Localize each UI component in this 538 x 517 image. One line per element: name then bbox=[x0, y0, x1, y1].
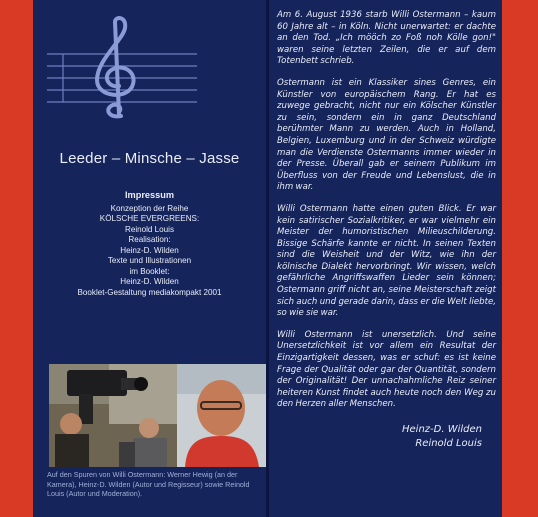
signature-name: Heinz-D. Wilden bbox=[402, 424, 482, 435]
impressum-line: Reinold Louis bbox=[124, 224, 175, 234]
impressum-line: Konzeption der Reihe bbox=[110, 203, 189, 213]
body-paragraph: Am 6. August 1936 starb Willi Ostermann – kaum 60 Jahre alt – in Köln. Nicht unerwartet: er dachte an den Tod. „Ich mööch zo Foß noh Kölle gon!" waren seine letzten Zeilen, die er auf dem Totenbett schrieb. bbox=[277, 10, 496, 67]
impressum-block bbox=[33, 190, 266, 298]
photo-caption: Auf den Spuren von Willi Ostermann: Werner Hewig (an der Kamera), Heinz-D. Wilden (Autor und Regisseur) sowie Reinold Louis (Autor und Moderation). bbox=[47, 470, 250, 499]
body-paragraph: Willi Ostermann ist unersetzlich. Und seine Unersetzlichkeit ist vor allem ein Resultat der Einzigartigkeit dessen, was er schuf: es ist keine Frage der Qualität oder gar der Quantität, sondern der Originalität! Der unnachahmliche Reiz seiner heiteren Kunst findet auch heute noch den Weg zu den Herzen aller Menschen. bbox=[277, 329, 496, 410]
film-crew-photo bbox=[49, 364, 266, 467]
impressum-line: Heinz-D. Wilden bbox=[120, 277, 179, 286]
signatures bbox=[277, 423, 496, 451]
body-paragraph: Ostermann ist ein Klassiker sines Genres, ein Künstler von europäischem Rang. Er hat es zuwege gebracht, nicht nur ein Kölscher Künstler zu sein, sondern ein in ganz Deutschland berühmter Mann zu werden. Auch in Holland, Belgien, Luxemburg und in der Schweiz würdigte man die Verdienste Ostermanns immer wieder in der Presse. Überall gab er seinem Publikum im Überfluss von der Freude und Lebenslust, die in ihm war. bbox=[277, 77, 496, 193]
impressum-line: Texte und Illustrationen bbox=[107, 256, 192, 265]
impressum-line: Booklet-Gestaltung mediakompakt 2001 bbox=[77, 287, 222, 297]
impressum-line: Heinz-D. Wilden bbox=[120, 245, 179, 255]
page-title: Leeder – Minsche – Jasse bbox=[59, 150, 240, 167]
impressum-line: Realisation: bbox=[128, 235, 171, 244]
impressum-line: KÖLSCHE EVERGREENS: bbox=[99, 214, 200, 223]
body-paragraph: Willi Ostermann hatte einen guten Blick. Er war kein satirischer Sozialkritiker, er war vielmehr ein Meister der humoristischen Milieuschilderung. Bissige Schärfe kannte er nicht. In seinen Texten sind die Weisheit und der Witz, wie ihn der kölnische Dialekt hervorbringt. Wir wissen, welch gefährliche Angriffswaffen Lieder sein können; Ostermann griff nicht an, seine Meisterschaft zeigt sich auch und gerade darin, dass er die Welt liebte, so wie sie war. bbox=[277, 203, 496, 319]
left-page bbox=[33, 0, 266, 517]
treble-clef-staff-illustration bbox=[47, 14, 197, 130]
signature-name: Reinold Louis bbox=[415, 438, 482, 449]
right-page bbox=[269, 0, 502, 517]
impressum-heading: Impressum bbox=[124, 190, 175, 200]
impressum-line: im Booklet: bbox=[129, 266, 170, 276]
